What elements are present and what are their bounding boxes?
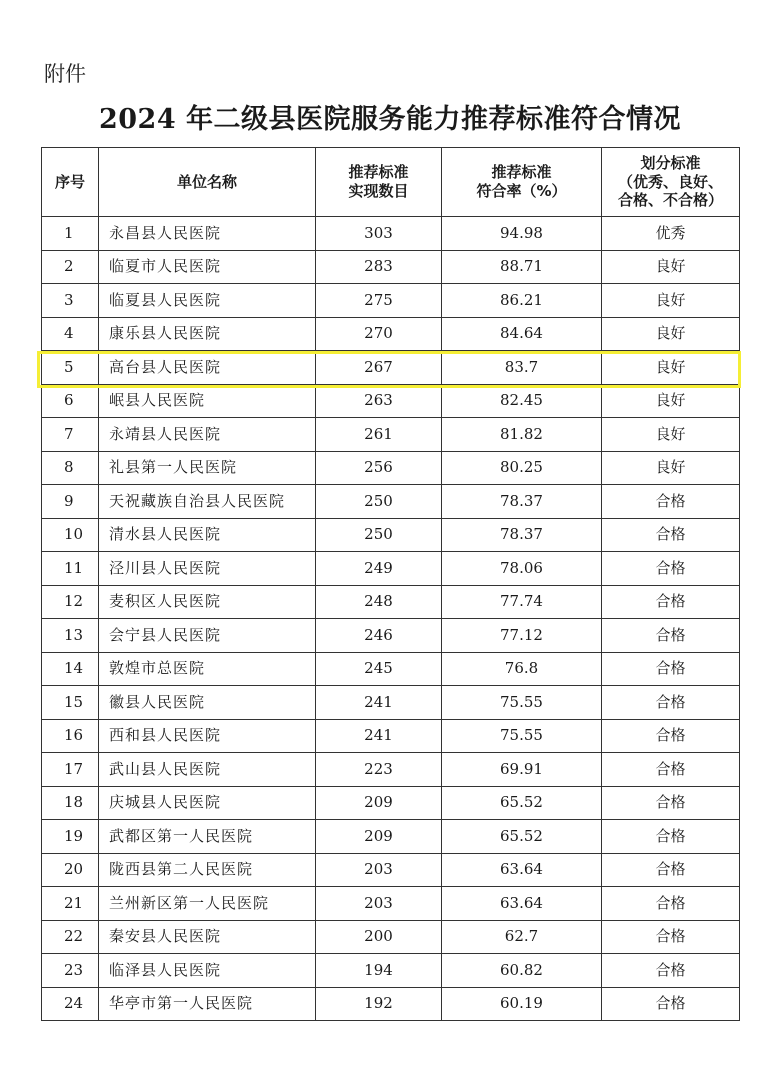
- row-unit-name-cell: 麦积区人民医院: [99, 585, 316, 619]
- table-body: [42, 217, 740, 1021]
- header-compliance-rate: [442, 148, 602, 217]
- row-index-cell: 13: [42, 619, 99, 653]
- row-index-cell: 3: [42, 284, 99, 318]
- table-row: [42, 585, 740, 619]
- row-standard-count-cell: 203: [316, 887, 442, 921]
- row-unit-name-cell: 天祝藏族自治县人民医院: [99, 485, 316, 519]
- row-index-cell: 8: [42, 451, 99, 485]
- row-grade-cell: 合格: [602, 853, 740, 887]
- row-index-cell: 4: [42, 317, 99, 351]
- row-compliance-rate-cell: 69.91: [442, 753, 602, 787]
- row-unit-name-cell: 武山县人民医院: [99, 753, 316, 787]
- row-grade-cell: 合格: [602, 518, 740, 552]
- header-grade: [602, 148, 740, 217]
- row-compliance-rate-cell: 78.06: [442, 552, 602, 586]
- row-compliance-rate-cell: 75.55: [442, 719, 602, 753]
- row-compliance-rate-cell: 86.21: [442, 284, 602, 318]
- row-compliance-rate-cell: 60.82: [442, 954, 602, 988]
- header-standard-count: [316, 148, 442, 217]
- table-row: [42, 686, 740, 720]
- row-compliance-rate-cell: 63.64: [442, 887, 602, 921]
- table-row: [42, 418, 740, 452]
- row-grade-cell: 合格: [602, 954, 740, 988]
- header-index: 序号: [42, 148, 99, 217]
- table-row: [42, 317, 740, 351]
- row-index-cell: 17: [42, 753, 99, 787]
- row-index-cell: 10: [42, 518, 99, 552]
- row-grade-cell: 合格: [602, 686, 740, 720]
- row-grade-cell: 合格: [602, 619, 740, 653]
- row-unit-name-cell: 永昌县人民医院: [99, 217, 316, 251]
- row-compliance-rate-cell: 76.8: [442, 652, 602, 686]
- row-compliance-rate-cell: 77.74: [442, 585, 602, 619]
- row-compliance-rate-cell: 62.7: [442, 920, 602, 954]
- row-grade-cell: 合格: [602, 552, 740, 586]
- row-compliance-rate-cell: 65.52: [442, 786, 602, 820]
- row-standard-count-cell: 267: [316, 351, 442, 385]
- row-compliance-rate-cell: 80.25: [442, 451, 602, 485]
- row-compliance-rate-cell: 78.37: [442, 485, 602, 519]
- row-index-cell: 5: [42, 351, 99, 385]
- document-title: 2024 年二级县医院服务能力推荐标准符合情况: [98, 104, 682, 135]
- row-index-cell: 9: [42, 485, 99, 519]
- table-row: [42, 887, 740, 921]
- row-unit-name-cell: 庆城县人民医院: [99, 786, 316, 820]
- row-index-cell: 1: [42, 217, 99, 251]
- row-unit-name-cell: 礼县第一人民医院: [99, 451, 316, 485]
- row-unit-name-cell: 会宁县人民医院: [99, 619, 316, 653]
- row-grade-cell: 合格: [602, 585, 740, 619]
- row-grade-cell: 优秀: [602, 217, 740, 251]
- table-row: [42, 954, 740, 988]
- row-standard-count-cell: 263: [316, 384, 442, 418]
- row-grade-cell: 合格: [602, 820, 740, 854]
- row-unit-name-cell: 康乐县人民医院: [99, 317, 316, 351]
- row-standard-count-cell: 250: [316, 485, 442, 519]
- row-unit-name-cell: 泾川县人民医院: [99, 552, 316, 586]
- row-index-cell: 6: [42, 384, 99, 418]
- row-standard-count-cell: 209: [316, 786, 442, 820]
- row-index-cell: 18: [42, 786, 99, 820]
- table-row: [42, 619, 740, 653]
- table-row: [42, 284, 740, 318]
- row-grade-cell: 合格: [602, 786, 740, 820]
- table-row: [42, 719, 740, 753]
- table-row: [42, 552, 740, 586]
- row-unit-name-cell: 临泽县人民医院: [99, 954, 316, 988]
- table-row: [42, 384, 740, 418]
- row-index-cell: 7: [42, 418, 99, 452]
- row-grade-cell: 良好: [602, 451, 740, 485]
- row-grade-cell: 良好: [602, 351, 740, 385]
- row-unit-name-cell: 临夏市人民医院: [99, 250, 316, 284]
- row-grade-cell: 合格: [602, 920, 740, 954]
- table-row: [42, 485, 740, 519]
- table-row: [42, 518, 740, 552]
- row-grade-cell: 合格: [602, 652, 740, 686]
- row-compliance-rate-cell: 65.52: [442, 820, 602, 854]
- row-index-cell: 22: [42, 920, 99, 954]
- row-unit-name-cell: 岷县人民医院: [99, 384, 316, 418]
- row-index-cell: 23: [42, 954, 99, 988]
- row-standard-count-cell: 192: [316, 987, 442, 1021]
- row-standard-count-cell: 248: [316, 585, 442, 619]
- row-grade-cell: 合格: [602, 485, 740, 519]
- row-compliance-rate-cell: 63.64: [442, 853, 602, 887]
- header-rate-line1: 推荐标准: [491, 163, 552, 182]
- header-grade-line1: 划分标准: [640, 153, 701, 172]
- table-row: [42, 786, 740, 820]
- row-compliance-rate-cell: 94.98: [442, 217, 602, 251]
- table-row: [42, 217, 740, 251]
- row-unit-name-cell: 高台县人民医院: [99, 351, 316, 385]
- row-standard-count-cell: 303: [316, 217, 442, 251]
- header-rate-line2: 符合率（%）: [476, 182, 567, 200]
- row-compliance-rate-cell: 78.37: [442, 518, 602, 552]
- table-row: [42, 920, 740, 954]
- header-count-line2: 实现数目: [348, 182, 409, 200]
- row-standard-count-cell: 246: [316, 619, 442, 653]
- row-compliance-rate-cell: 83.7: [442, 351, 602, 385]
- row-standard-count-cell: 203: [316, 853, 442, 887]
- row-standard-count-cell: 241: [316, 719, 442, 753]
- row-unit-name-cell: 敦煌市总医院: [99, 652, 316, 686]
- row-standard-count-cell: 241: [316, 686, 442, 720]
- row-standard-count-cell: 283: [316, 250, 442, 284]
- row-standard-count-cell: 256: [316, 451, 442, 485]
- table-row: [42, 451, 740, 485]
- header-grade-line2: （优秀、良好、: [617, 172, 723, 191]
- row-unit-name-cell: 永靖县人民医院: [99, 418, 316, 452]
- row-unit-name-cell: 兰州新区第一人民医院: [99, 887, 316, 921]
- row-unit-name-cell: 秦安县人民医院: [99, 920, 316, 954]
- row-compliance-rate-cell: 60.19: [442, 987, 602, 1021]
- table-row: [42, 250, 740, 284]
- row-grade-cell: 合格: [602, 887, 740, 921]
- row-standard-count-cell: 194: [316, 954, 442, 988]
- row-compliance-rate-cell: 75.55: [442, 686, 602, 720]
- header-count-line1: 推荐标准: [348, 163, 409, 182]
- row-unit-name-cell: 徽县人民医院: [99, 686, 316, 720]
- row-unit-name-cell: 清水县人民医院: [99, 518, 316, 552]
- row-index-cell: 11: [42, 552, 99, 586]
- row-grade-cell: 合格: [602, 987, 740, 1021]
- row-index-cell: 20: [42, 853, 99, 887]
- row-unit-name-cell: 临夏县人民医院: [99, 284, 316, 318]
- row-standard-count-cell: 250: [316, 518, 442, 552]
- header-unit-name: 单位名称: [99, 148, 316, 217]
- row-grade-cell: 合格: [602, 753, 740, 787]
- row-standard-count-cell: 209: [316, 820, 442, 854]
- table-row: [42, 987, 740, 1021]
- row-standard-count-cell: 200: [316, 920, 442, 954]
- row-compliance-rate-cell: 84.64: [442, 317, 602, 351]
- row-index-cell: 24: [42, 987, 99, 1021]
- table-row: [42, 820, 740, 854]
- row-unit-name-cell: 华亭市第一人民医院: [99, 987, 316, 1021]
- attachment-label: 附件: [44, 62, 86, 86]
- row-index-cell: 14: [42, 652, 99, 686]
- row-compliance-rate-cell: 82.45: [442, 384, 602, 418]
- compliance-table: [41, 147, 740, 1021]
- row-index-cell: 16: [42, 719, 99, 753]
- row-grade-cell: 合格: [602, 719, 740, 753]
- row-compliance-rate-cell: 81.82: [442, 418, 602, 452]
- row-standard-count-cell: 245: [316, 652, 442, 686]
- table-row: [42, 853, 740, 887]
- row-grade-cell: 良好: [602, 384, 740, 418]
- row-grade-cell: 良好: [602, 284, 740, 318]
- table-row: [42, 652, 740, 686]
- row-compliance-rate-cell: 88.71: [442, 250, 602, 284]
- row-standard-count-cell: 223: [316, 753, 442, 787]
- row-index-cell: 2: [42, 250, 99, 284]
- row-compliance-rate-cell: 77.12: [442, 619, 602, 653]
- table-row: [42, 351, 740, 385]
- header-grade-line3: 合格、不合格）: [617, 191, 723, 210]
- row-index-cell: 12: [42, 585, 99, 619]
- row-index-cell: 15: [42, 686, 99, 720]
- table-header-row: [42, 148, 740, 217]
- row-index-cell: 21: [42, 887, 99, 921]
- row-grade-cell: 良好: [602, 250, 740, 284]
- row-unit-name-cell: 西和县人民医院: [99, 719, 316, 753]
- row-standard-count-cell: 270: [316, 317, 442, 351]
- row-standard-count-cell: 261: [316, 418, 442, 452]
- row-unit-name-cell: 武都区第一人民医院: [99, 820, 316, 854]
- row-standard-count-cell: 249: [316, 552, 442, 586]
- row-grade-cell: 良好: [602, 317, 740, 351]
- row-grade-cell: 良好: [602, 418, 740, 452]
- row-unit-name-cell: 陇西县第二人民医院: [99, 853, 316, 887]
- table-row: [42, 753, 740, 787]
- row-standard-count-cell: 275: [316, 284, 442, 318]
- row-index-cell: 19: [42, 820, 99, 854]
